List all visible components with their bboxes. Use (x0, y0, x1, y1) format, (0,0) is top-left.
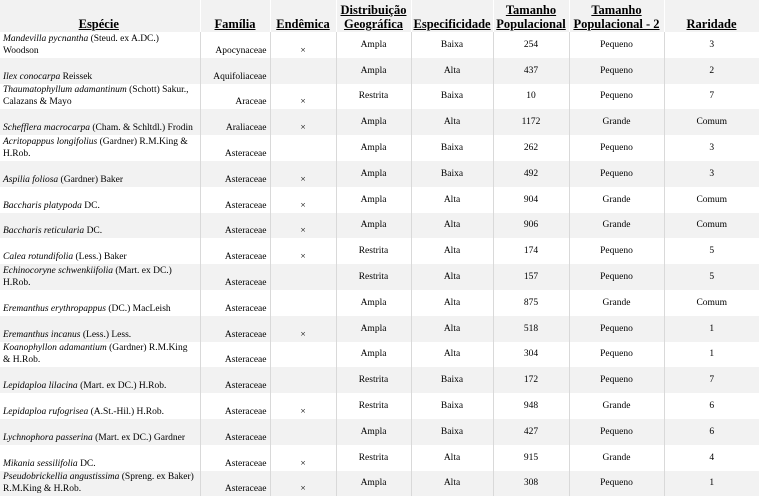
species-name: Aspilia foliosa (3, 174, 59, 185)
header-row (0, 0, 759, 32)
distribution-cell: Restrita (336, 264, 411, 290)
species-name: Ilex conocarpa (3, 71, 61, 82)
table-body (0, 32, 759, 496)
rarity-cell: 7 (709, 91, 715, 102)
header-tamanho-2: Tamanho Populacional - 2 (569, 0, 664, 32)
endemic-mark (270, 290, 336, 316)
population-size-2-cell: Pequeno (569, 342, 664, 368)
distribution-cell: Restrita (336, 367, 411, 393)
endemic-mark: × (270, 32, 336, 58)
species-name: Lepidaploa rufogrisea (3, 406, 89, 417)
species-cell (0, 342, 200, 368)
endemic-mark (270, 342, 336, 368)
rarity-cell: 7 (664, 367, 759, 393)
species-author: (Gardner) R.M.King & H.Rob. (3, 343, 188, 366)
specificity-cell: Alta (411, 58, 493, 84)
population-size-cell: 427 (493, 419, 569, 445)
population-size-2-cell: Pequeno (569, 264, 664, 290)
species-author: DC. (84, 200, 100, 211)
specificity-cell: Alta (411, 213, 493, 239)
species-cell (0, 471, 200, 497)
population-size-cell: 304 (493, 342, 569, 368)
header-tamanho: Tamanho Populacional (493, 0, 569, 32)
rarity-cell: 5 (664, 264, 759, 290)
distribution-cell: Ampla (336, 161, 411, 187)
species-author: (Less.) Less. (82, 329, 132, 340)
table-row (0, 32, 759, 58)
family-cell: Asteraceae (200, 471, 270, 497)
family-cell: Asteraceae (200, 316, 270, 342)
population-size-2-cell: Grande (569, 213, 664, 239)
species-name: Mandevilla pycnantha (3, 33, 89, 44)
header-familia: Família (200, 0, 270, 32)
specificity-cell: Alta (411, 187, 493, 213)
endemic-mark: × (270, 238, 336, 264)
family-cell: Asteraceae (200, 264, 270, 290)
rarity-cell: 6 (709, 401, 715, 412)
species-name: Calea rotundifolia (3, 252, 74, 263)
distribution-cell: Ampla (336, 187, 411, 213)
rarity-cell: 1 (664, 316, 759, 342)
species-cell (0, 264, 200, 290)
distribution-cell: Ampla (336, 342, 411, 368)
species-author: (A.St.-Hil.) H.Rob. (90, 406, 164, 417)
header-raridade: Raridade (664, 0, 759, 32)
population-size-cell: 492 (493, 161, 569, 187)
table-row (0, 367, 759, 393)
rarity-cell: Comum (696, 194, 728, 205)
distribution-cell: Ampla (336, 419, 411, 445)
specificity-cell: Baixa (411, 84, 493, 110)
endemic-mark: × (270, 187, 336, 213)
population-size-2-cell: Pequeno (569, 316, 664, 342)
species-name: Baccharis platypoda (3, 200, 82, 211)
population-size-cell: 875 (493, 290, 569, 316)
distribution-cell: Restrita (336, 445, 411, 471)
species-cell (0, 58, 200, 84)
population-size-2-cell: Pequeno (569, 58, 664, 84)
endemic-mark (270, 367, 336, 393)
rarity-cell: 1 (664, 471, 759, 497)
population-size-2-cell: Pequeno (569, 84, 664, 110)
species-cell (0, 32, 200, 58)
family-cell: Asteraceae (200, 135, 270, 161)
distribution-cell: Ampla (336, 213, 411, 239)
species-name: Schefflera macrocarpa (3, 123, 90, 134)
table-row (0, 445, 759, 471)
rarity-cell: 1 (709, 349, 715, 360)
population-size-cell: 904 (493, 187, 569, 213)
population-size-cell: 906 (493, 213, 569, 239)
header-especie: Espécie (0, 0, 200, 32)
population-size-cell: 518 (493, 316, 569, 342)
endemic-mark: × (270, 161, 336, 187)
species-name: Koanophyllon adamantium (3, 343, 107, 354)
species-name: Eremanthus incanus (3, 329, 81, 340)
header-especificidade: Especificidade (411, 0, 493, 32)
population-size-2-cell: Pequeno (569, 419, 664, 445)
table-row (0, 471, 759, 497)
endemic-mark: × (270, 84, 336, 110)
endemic-mark: × (270, 445, 336, 471)
header-endemica: Endêmica (270, 0, 336, 32)
rarity-cell: 4 (709, 452, 715, 463)
table-row (0, 238, 759, 264)
table-row (0, 342, 759, 368)
table-row (0, 109, 759, 135)
species-cell (0, 135, 200, 161)
specificity-cell: Alta (411, 471, 493, 497)
population-size-cell: 915 (493, 445, 569, 471)
population-size-cell: 157 (493, 264, 569, 290)
specificity-cell: Alta (411, 109, 493, 135)
species-name: Lychnophora passerina (3, 432, 93, 443)
table-row (0, 264, 759, 290)
distribution-cell: Ampla (336, 58, 411, 84)
specificity-cell: Baixa (411, 135, 493, 161)
species-cell (0, 213, 200, 239)
rarity-cell: Comum (664, 109, 759, 135)
endemic-mark: × (270, 109, 336, 135)
family-cell: Asteraceae (200, 213, 270, 239)
population-size-2-cell: Grande (569, 187, 664, 213)
species-author: (Mart. ex DC.) Gardner (95, 432, 186, 443)
distribution-cell: Ampla (336, 471, 411, 497)
species-name: Echinocoryne schwenkiifolia (3, 265, 114, 276)
endemic-mark: × (270, 471, 336, 497)
rarity-cell: 3 (709, 143, 715, 154)
endemic-mark (270, 135, 336, 161)
rarity-cell: 3 (664, 161, 759, 187)
table-row (0, 58, 759, 84)
population-size-cell: 262 (493, 135, 569, 161)
rarity-cell: 5 (709, 246, 715, 257)
specificity-cell: Alta (411, 238, 493, 264)
endemic-mark: × (270, 393, 336, 419)
species-name: Mikania sessilifolia (3, 458, 78, 469)
specificity-cell: Baixa (411, 419, 493, 445)
endemic-mark: × (270, 213, 336, 239)
family-cell: Asteraceae (200, 419, 270, 445)
species-cell (0, 393, 200, 419)
population-size-2-cell: Grande (569, 109, 664, 135)
species-cell (0, 290, 200, 316)
distribution-cell: Ampla (336, 316, 411, 342)
distribution-cell: Restrita (336, 238, 411, 264)
distribution-cell: Ampla (336, 109, 411, 135)
table-row (0, 84, 759, 110)
species-author: (Schott) Sakur., Calazans & Mayo (3, 85, 189, 108)
species-cell (0, 187, 200, 213)
table-row (0, 135, 759, 161)
specificity-cell: Alta (411, 290, 493, 316)
species-cell (0, 161, 200, 187)
species-name: Lepidaploa lilacina (3, 381, 78, 392)
rarity-cell: 2 (664, 58, 759, 84)
specificity-cell: Alta (411, 342, 493, 368)
table-row (0, 393, 759, 419)
species-name: Acritopappus longifolius (3, 136, 98, 147)
species-name: Pseudobrickellia angustissima (3, 472, 120, 483)
species-cell (0, 419, 200, 445)
table-row (0, 187, 759, 213)
family-cell: Araliaceae (200, 109, 270, 135)
specificity-cell: Alta (411, 264, 493, 290)
family-cell: Asteraceae (200, 187, 270, 213)
species-author: (Less.) Baker (75, 252, 127, 263)
species-author: (Spreng. ex Baker) R.M.King & H.Rob. (3, 472, 194, 495)
endemic-mark: × (270, 316, 336, 342)
species-author: (Cham. & Schltdl.) Frodin (92, 123, 193, 134)
rarity-cell: Comum (664, 213, 759, 239)
family-cell: Asteraceae (200, 393, 270, 419)
population-size-2-cell: Grande (569, 290, 664, 316)
table-row (0, 213, 759, 239)
endemic-mark (270, 419, 336, 445)
specificity-cell: Baixa (411, 32, 493, 58)
population-size-cell: 172 (493, 367, 569, 393)
population-size-2-cell: Pequeno (569, 135, 664, 161)
population-size-cell: 437 (493, 58, 569, 84)
species-author: DC. (86, 226, 103, 237)
distribution-cell: Restrita (336, 84, 411, 110)
species-author: (Gardner) Baker (60, 174, 124, 185)
species-name: Eremanthus erythropappus (3, 303, 106, 314)
population-size-2-cell: Pequeno (569, 238, 664, 264)
population-size-2-cell: Pequeno (569, 367, 664, 393)
species-author: (Gardner) R.M.King & H.Rob. (3, 136, 188, 159)
population-size-cell: 308 (493, 471, 569, 497)
species-cell (0, 367, 200, 393)
species-author: (DC.) MacLeish (108, 303, 171, 314)
species-author: DC. (80, 458, 96, 469)
species-cell (0, 84, 200, 110)
table-row (0, 290, 759, 316)
population-size-cell: 1172 (493, 109, 569, 135)
distribution-cell: Restrita (336, 393, 411, 419)
species-cell (0, 445, 200, 471)
population-size-cell: 254 (493, 32, 569, 58)
population-size-2-cell: Pequeno (569, 161, 664, 187)
specificity-cell: Baixa (411, 393, 493, 419)
distribution-cell: Ampla (336, 135, 411, 161)
table-row (0, 316, 759, 342)
specificity-cell: Alta (411, 445, 493, 471)
species-cell (0, 238, 200, 264)
family-cell: Apocynaceae (200, 32, 270, 58)
specificity-cell: Baixa (411, 367, 493, 393)
species-author: (Steud. ex A.DC.) Woodson (3, 33, 159, 56)
distribution-cell: Ampla (336, 290, 411, 316)
rarity-cell: 3 (709, 39, 715, 50)
endemic-mark (270, 264, 336, 290)
species-author: (Mart. ex DC.) H.Rob. (3, 265, 172, 288)
family-cell: Asteraceae (200, 367, 270, 393)
table-row (0, 419, 759, 445)
family-cell: Asteraceae (200, 238, 270, 264)
species-cell (0, 316, 200, 342)
species-name: Baccharis reticularia (3, 226, 85, 237)
population-size-2-cell: Grande (569, 393, 664, 419)
specificity-cell: Baixa (411, 161, 493, 187)
family-cell: Asteraceae (200, 342, 270, 368)
population-size-cell: 10 (493, 84, 569, 110)
rarity-cell: 6 (664, 419, 759, 445)
species-author: Reissek (62, 71, 93, 82)
species-name: Thaumatophyllum adamantinum (3, 85, 127, 96)
family-cell: Asteraceae (200, 161, 270, 187)
population-size-2-cell: Pequeno (569, 32, 664, 58)
family-cell: Asteraceae (200, 290, 270, 316)
population-size-cell: 948 (493, 393, 569, 419)
population-size-2-cell: Grande (569, 445, 664, 471)
distribution-cell: Ampla (336, 32, 411, 58)
family-cell: Araceae (200, 84, 270, 110)
species-cell (0, 109, 200, 135)
population-size-cell: 174 (493, 238, 569, 264)
header-distribuicao: Distribuição Geográfica (336, 0, 411, 32)
specificity-cell: Alta (411, 316, 493, 342)
species-author: (Mart. ex DC.) H.Rob. (80, 381, 167, 392)
population-size-2-cell: Pequeno (569, 471, 664, 497)
family-cell: Asteraceae (200, 445, 270, 471)
rarity-cell: Comum (696, 297, 728, 308)
table-row (0, 161, 759, 187)
endemic-mark (270, 58, 336, 84)
family-cell: Aquifoliaceae (200, 58, 270, 84)
